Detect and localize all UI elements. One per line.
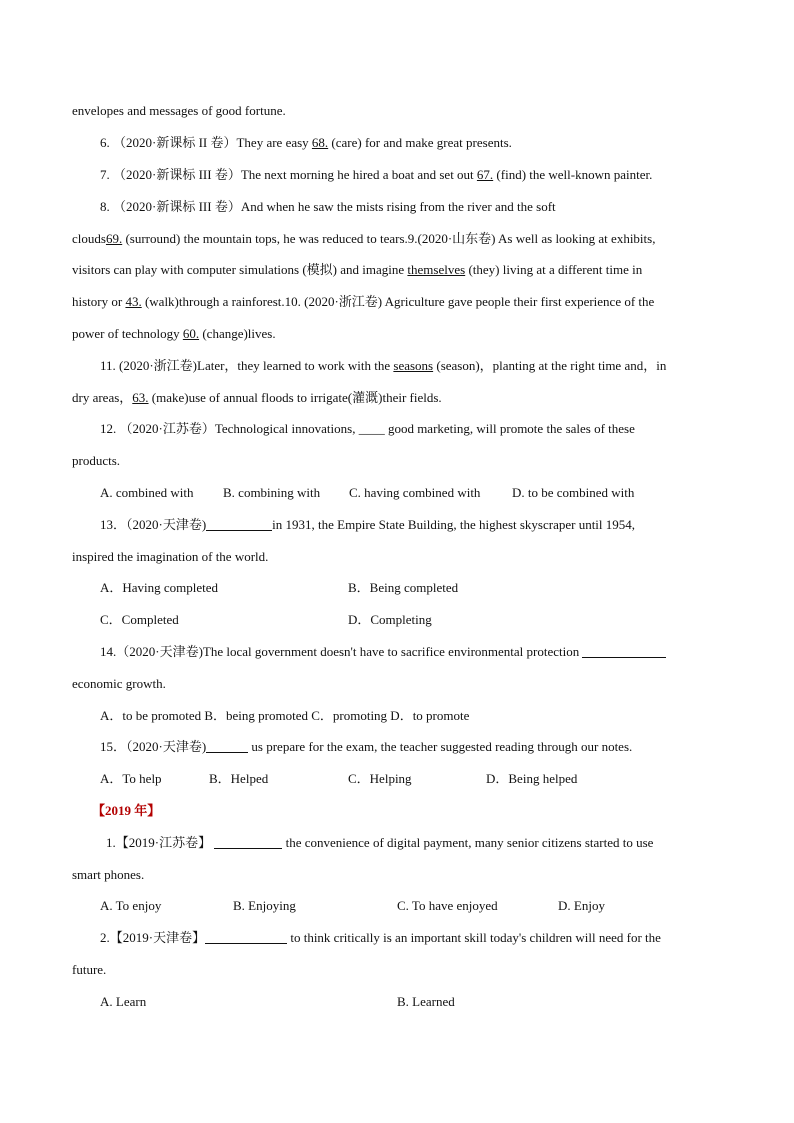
question-9-cont: history or 43. (walk)through a rainforest.10. (2020·浙江卷) Agriculture gave people their first experience of the [72,294,655,309]
option-c: C. having combined with [349,485,481,500]
option-b: B. combining with [223,485,321,500]
fill-blank [214,835,282,849]
option-b: B．Being completed [348,580,459,595]
option-b: B. Enjoying [233,898,296,913]
text-line: envelopes and messages of good fortune. [72,103,286,118]
option-d: D．Completing [348,612,432,627]
option-d: D. Enjoy [558,898,605,913]
fill-blank [206,739,248,753]
option-a: A. To enjoy [100,898,162,913]
answer-blank: seasons [393,358,434,373]
answer-blank: 63. [132,390,149,405]
answer-blank: themselves [407,262,466,277]
section-heading-2019: 【2019 年】 [92,803,161,818]
option-a: A．Having completed [100,580,219,595]
question-8: 8. （2020·新课标 III 卷）And when he saw the mists rising from the river and the soft [100,199,556,214]
question-12: 12. （2020·江苏卷）Technological innovations, ____ good marketing, will promote the sales of these [100,421,635,436]
option-a: A．To help [100,771,162,786]
options-q14: A．to be promoted B．being promoted C．promoting D．to promote [100,708,470,723]
question-6: 6. （2020·新课标 II 卷）They are easy 68. (care) for and make great presents. [100,135,512,150]
option-a: A. Learn [100,994,147,1009]
answer-blank: 68. [311,135,329,150]
question-15: 15．（2020·天津卷) us prepare for the exam, the teacher suggested reading through our notes. [100,739,633,754]
question-2019-1-cont: smart phones. [72,867,145,882]
question-8-cont: clouds69. (surround) the mountain tops, he was reduced to tears.9.(2020·山东卷) As well as looking at exhibits, [72,231,656,246]
answer-blank: 69. [105,231,123,246]
option-c: C．Completed [100,612,179,627]
question-10-cont: power of technology 60. (change)lives. [72,326,276,341]
question-7: 7. （2020·新课标 III 卷）The next morning he hired a boat and set out 67. (find) the well-known painter. [100,167,653,182]
question-11-cont: dry areas，63. (make)use of annual floods to irrigate(灌溉)their fields. [72,390,442,405]
answer-blank: 67. [476,167,494,182]
option-d: D. to be combined with [512,485,635,500]
answer-blank: 43. [125,294,142,309]
option-c: C．Helping [348,771,412,786]
option-b: B. Learned [397,994,455,1009]
option-c: C. To have enjoyed [397,898,498,913]
question-2019-1: 1.【2019·江苏卷】 the convenience of digital payment, many senior citizens started to use [106,835,654,850]
question-13-cont: inspired the imagination of the world. [72,549,269,564]
question-9: visitors can play with computer simulations (模拟) and imagine themselves (they) living at a different time in [72,262,643,277]
question-2019-2-cont: future. [72,962,107,977]
option-d: D．Being helped [486,771,578,786]
question-13: 13．（2020·天津卷) in 1931, the Empire State Building, the highest skyscraper until 1954, [100,517,636,532]
option-b: B．Helped [209,771,269,786]
question-14-cont: economic growth. [72,676,166,691]
question-12-cont: products. [72,453,121,468]
option-a: A. combined with [100,485,194,500]
question-14: 14.（2020·天津卷)The local government doesn't have to sacrifice environmental protection [100,643,720,660]
fill-blank [205,930,287,944]
fill-blank [206,517,272,531]
answer-blank: 60. [182,326,200,341]
question-2019-2: 2.【2019·天津卷】 to think critically is an important skill today's children will need for the [100,930,661,945]
fill-blank [582,644,666,658]
question-11: 11. (2020·浙江卷)Later，they learned to work with the seasons (season)，planting at the right time and，in [100,358,667,373]
